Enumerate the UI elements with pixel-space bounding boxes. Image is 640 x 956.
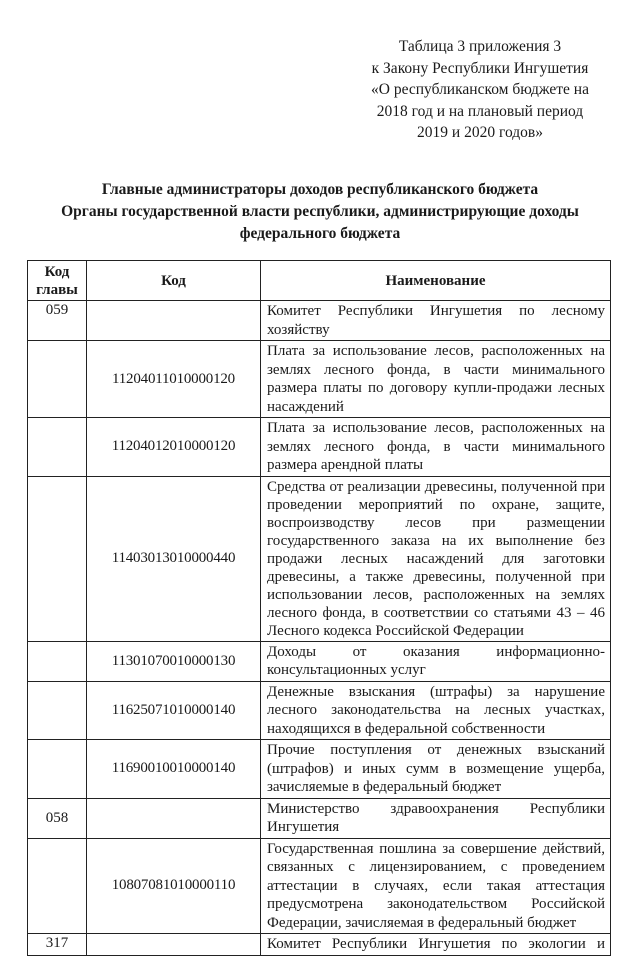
table-header-row (28, 261, 611, 301)
chapter-code-cell: 059 (28, 301, 87, 341)
chapter-code-cell (28, 838, 87, 934)
table-row (28, 641, 611, 681)
table-row (28, 838, 611, 934)
name-cell: Комитет Республики Ингушетия по экологии и (261, 934, 611, 956)
table-row (28, 341, 611, 418)
chapter-code-cell (28, 641, 87, 681)
code-cell: 11301070010000130 (87, 641, 261, 681)
name-cell: Комитет Республики Ингушетия по лесному хозяйству (261, 301, 611, 341)
code-cell (87, 934, 261, 956)
title-line-1: Главные администраторы доходов республиканского бюджета (101, 181, 539, 198)
table-row (28, 681, 611, 740)
table-row (28, 740, 611, 799)
code-cell: 11403013010000440 (87, 476, 261, 641)
appendix-line: 2018 год и на плановый период (376, 102, 584, 120)
chapter-code-cell (28, 476, 87, 641)
document-title (40, 179, 600, 245)
chapter-code-cell (28, 740, 87, 799)
chapter-code-cell (28, 341, 87, 418)
chapter-code-cell (28, 681, 87, 740)
header-name: Наименование (261, 261, 611, 301)
appendix-line: «О республиканском бюджете на (371, 81, 589, 98)
table-row (28, 301, 611, 341)
code-cell: 10807081010000110 (87, 838, 261, 934)
appendix-line: к Закону Республики Ингушетия (371, 59, 589, 77)
name-cell: Плата за использование лесов, расположенных на землях лесного фонда, в части минимального размера арендной платы (261, 418, 611, 477)
name-cell: Государственная пошлина за совершение действий, связанных с лицензированием, с проведением аттестации в случаях, если такая аттестация предусмотрена законодательством Российской Федерации, зачисляемая в федеральный бюджет (261, 838, 611, 934)
code-cell: 11690010010000140 (87, 740, 261, 799)
name-cell: Доходы от оказания информационно-консультационных услуг (261, 641, 611, 681)
name-cell: Прочие поступления от денежных взысканий (штрафов) и иных сумм в возмещение ущерба, зачисляемые в федеральный бюджет (261, 740, 611, 799)
name-cell: Денежные взыскания (штрафы) за нарушение лесного законодательства на лесных участках, находящихся в федеральной собственности (261, 681, 611, 740)
header-code: Код (87, 261, 261, 301)
title-line-2: Органы государственной власти республики, администрирующие доходы (61, 203, 579, 220)
name-cell: Министерство здравоохранения Республики Ингушетия (261, 798, 611, 838)
chapter-code-cell (28, 418, 87, 477)
code-cell: 11625071010000140 (87, 681, 261, 740)
code-cell: 11204011010000120 (87, 341, 261, 418)
appendix-header (362, 36, 598, 144)
revenue-administrators-table (27, 260, 611, 956)
code-cell: 11204012010000120 (87, 418, 261, 477)
appendix-line: Таблица 3 приложения 3 (398, 38, 562, 55)
name-cell: Средства от реализации древесины, полученной при проведении мероприятий по охране, защите, воспроизводству лесов при размещении государственного заказа на их выполнение без продажи лесных насаждений для заготовки древесины, а также древесины, полученной при использовании лесов, расположенных на землях лесного фонда, в соответствии со статьями 43 – 46 Лесного кодекса Российской Федерации (261, 476, 611, 641)
header-chapter-code: Код главы (28, 261, 87, 301)
appendix-line: 2019 и 2020 годов» (417, 124, 543, 141)
code-cell (87, 301, 261, 341)
title-line-3: федерального бюджета (239, 225, 401, 242)
chapter-code-cell: 317 (28, 934, 87, 956)
table-row (28, 934, 611, 956)
table-row (28, 798, 611, 838)
table-row (28, 418, 611, 477)
name-cell: Плата за использование лесов, расположенных на землях лесного фонда, в части минимального размера платы по договору купли-продажи лесных насаждений (261, 341, 611, 418)
code-cell (87, 798, 261, 838)
chapter-code-cell: 058 (28, 798, 87, 838)
table-row (28, 476, 611, 641)
